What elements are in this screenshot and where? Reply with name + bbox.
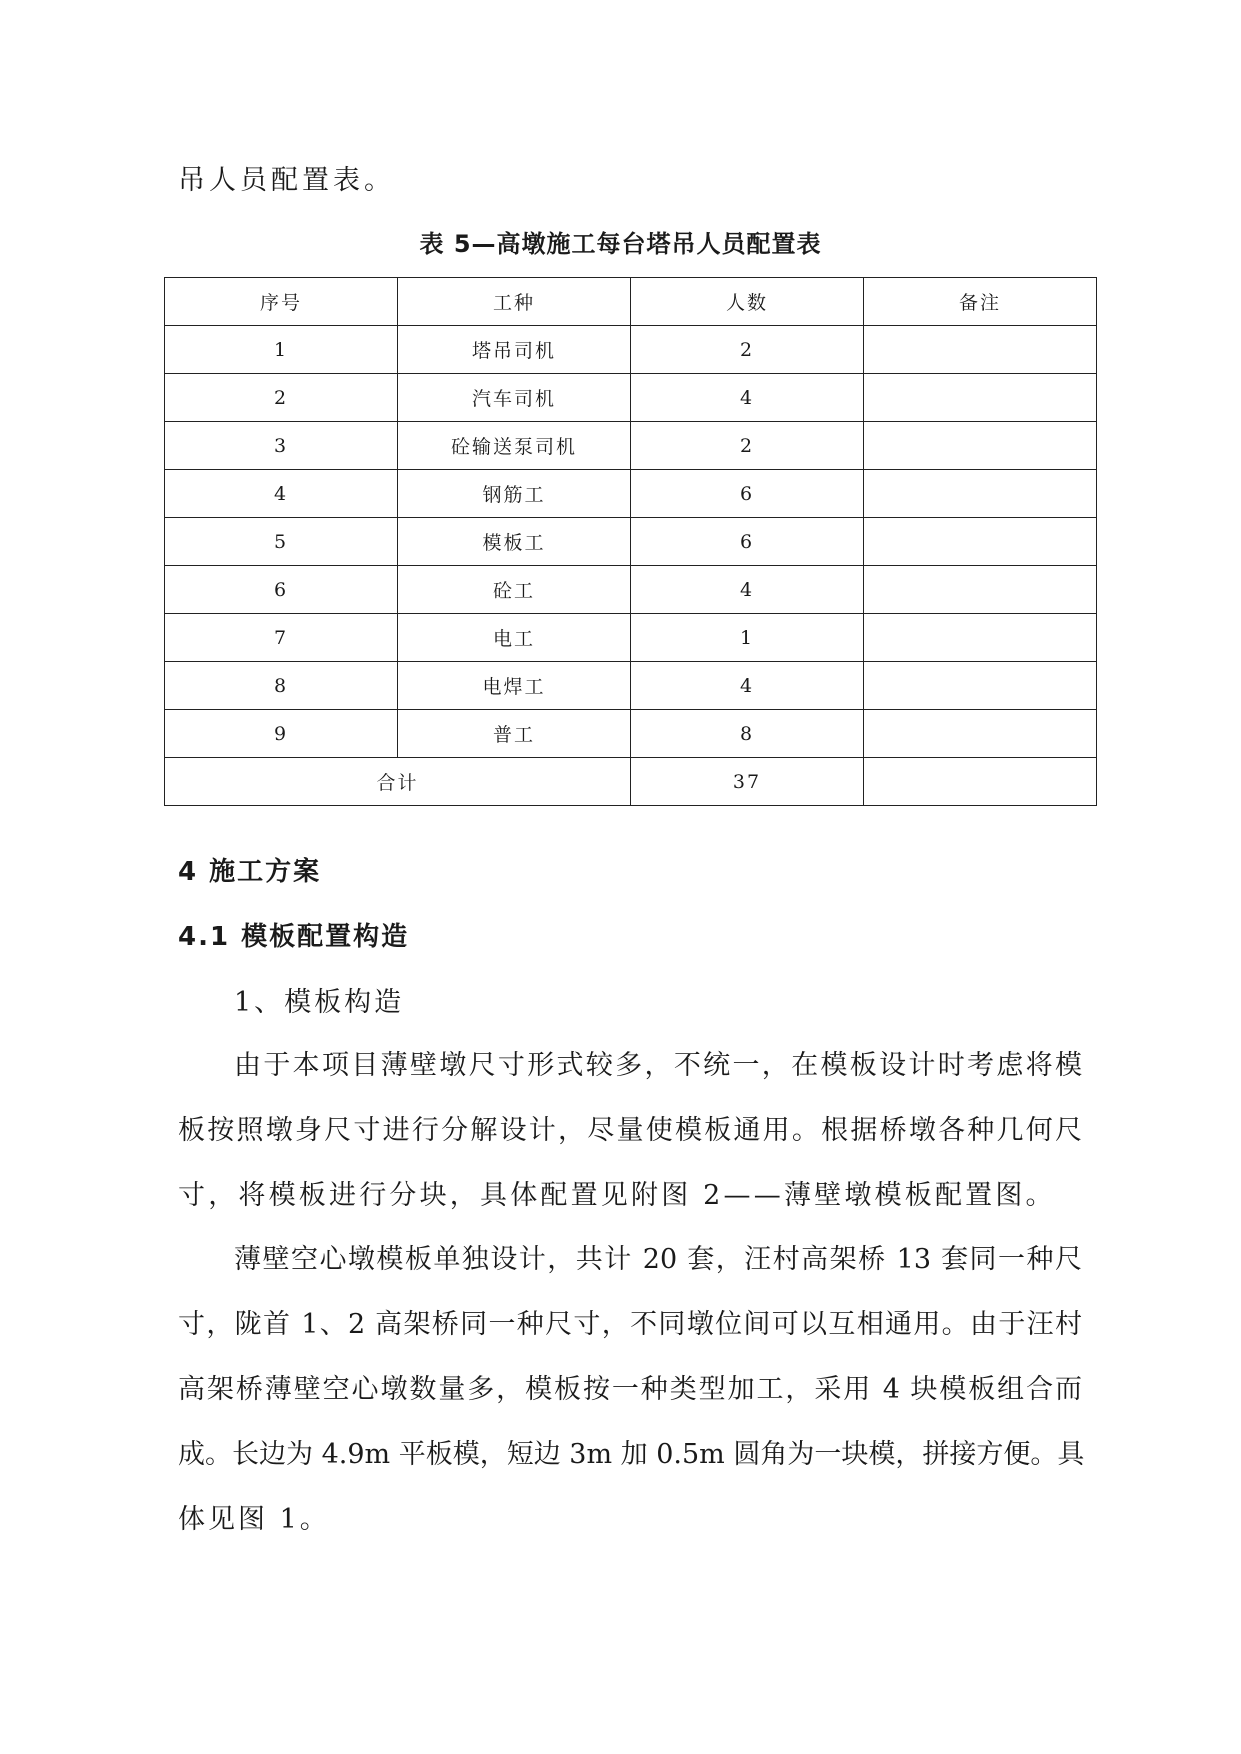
table-total-row: [165, 758, 1097, 806]
total-note: [864, 758, 1097, 806]
header-no: 序号: [165, 278, 398, 326]
paragraph-1-line-1: 由于本项目薄壁墩尺寸形式较多，不统一，在模板设计时考虑将模: [234, 1050, 1082, 1081]
cell-note: [864, 470, 1097, 518]
cell-no: 5: [165, 518, 398, 566]
table-caption: 表 5—高墩施工每台塔吊人员配置表: [419, 230, 822, 258]
header-note: 备注: [864, 278, 1097, 326]
header-count: 人数: [631, 278, 864, 326]
paragraph-2-line-5: 体见图 1。: [178, 1504, 330, 1535]
cell-count: 4: [631, 374, 864, 422]
cell-count: 1: [631, 614, 864, 662]
cell-type: 电工: [398, 614, 631, 662]
table-header-row: [165, 278, 1097, 326]
table-row: [165, 614, 1097, 662]
cell-type: 汽车司机: [398, 374, 631, 422]
paragraph-2-line-1: 薄壁空心墩模板单独设计，共计 20 套，汪村高架桥 13 套同一种尺: [234, 1244, 1082, 1275]
cell-count: 4: [631, 566, 864, 614]
cell-no: 2: [165, 374, 398, 422]
cell-count: 2: [631, 326, 864, 374]
cell-no: 9: [165, 710, 398, 758]
table-row: [165, 662, 1097, 710]
subsection-heading: 4.1 模板配置构造: [178, 922, 410, 952]
cell-no: 7: [165, 614, 398, 662]
paragraph-1-line-2: 板按照墩身尺寸进行分解设计，尽量使模板通用。根据桥墩各种几何尺: [178, 1115, 1082, 1146]
intro-text: 吊人员配置表。: [178, 165, 395, 196]
cell-note: [864, 518, 1097, 566]
cell-no: 4: [165, 470, 398, 518]
cell-type: 电焊工: [398, 662, 631, 710]
cell-note: [864, 326, 1097, 374]
cell-note: [864, 614, 1097, 662]
cell-type: 砼输送泵司机: [398, 422, 631, 470]
cell-type: 普工: [398, 710, 631, 758]
paragraph-1-line-3: 寸，将模板进行分块，具体配置见附图 2——薄壁墩模板配置图。: [178, 1180, 1056, 1211]
cell-note: [864, 374, 1097, 422]
section-heading: 4 施工方案: [178, 857, 322, 887]
paragraph-2-line-3: 高架桥薄壁空心墩数量多，模板按一种类型加工，采用 4 块模板组合而: [178, 1374, 1082, 1405]
item-title: 1、模板构造: [234, 987, 405, 1018]
cell-note: [864, 662, 1097, 710]
cell-count: 6: [631, 470, 864, 518]
cell-note: [864, 566, 1097, 614]
total-count: 37: [631, 758, 864, 806]
cell-type: 钢筋工: [398, 470, 631, 518]
table-row: [165, 566, 1097, 614]
table-row: [165, 710, 1097, 758]
table-row: [165, 470, 1097, 518]
cell-count: 4: [631, 662, 864, 710]
cell-type: 砼工: [398, 566, 631, 614]
total-label: 合计: [165, 758, 631, 806]
paragraph-2-line-4: 成。长边为 4.9m 平板模，短边 3m 加 0.5m 圆角为一块模，拼接方便。具: [178, 1439, 1085, 1470]
cell-type: 塔吊司机: [398, 326, 631, 374]
cell-no: 8: [165, 662, 398, 710]
staff-table: [164, 277, 1097, 806]
cell-count: 6: [631, 518, 864, 566]
table-row: [165, 374, 1097, 422]
cell-note: [864, 422, 1097, 470]
cell-no: 6: [165, 566, 398, 614]
header-type: 工种: [398, 278, 631, 326]
cell-note: [864, 710, 1097, 758]
cell-no: 3: [165, 422, 398, 470]
table-row: [165, 422, 1097, 470]
table-row: [165, 518, 1097, 566]
cell-type: 模板工: [398, 518, 631, 566]
cell-count: 2: [631, 422, 864, 470]
cell-no: 1: [165, 326, 398, 374]
table-row: [165, 326, 1097, 374]
cell-count: 8: [631, 710, 864, 758]
paragraph-2-line-2: 寸，陇首 1、2 高架桥同一种尺寸，不同墩位间可以互相通用。由于汪村: [178, 1309, 1082, 1340]
